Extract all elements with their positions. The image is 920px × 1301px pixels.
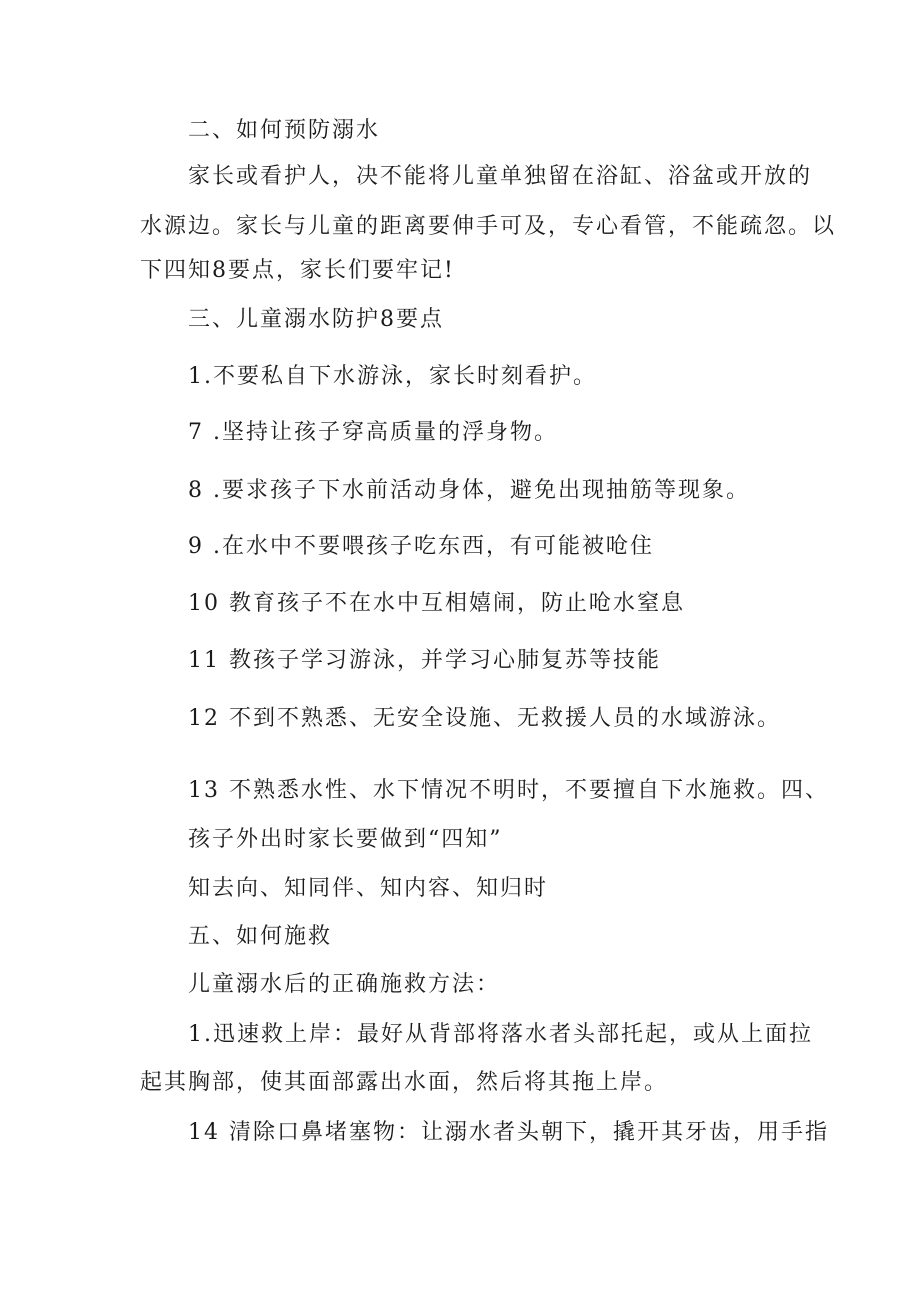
- paragraph-line: 下四知8要点，家长们要牢记!: [140, 258, 455, 283]
- list-item: 11 教孩子学习游泳，并学习心肺复苏等技能: [188, 648, 661, 673]
- list-item: 7 .坚持让孩子穿高质量的浮身物。: [188, 420, 558, 445]
- section-heading-prevention: 二、如何预防溺水: [188, 118, 381, 143]
- list-item: 10 教育孩子不在水中互相嬉闹，防止呛水窒息: [188, 591, 685, 616]
- list-item: 14 清除口鼻堵塞物：让溺水者头朝下，撬开其牙齿，用手指: [188, 1120, 829, 1145]
- list-item: 1.不要私自下水游泳，家长时刻看护。: [188, 364, 597, 389]
- paragraph-line: 起其胸部，使其面部露出水面，然后将其拖上岸。: [140, 1070, 669, 1095]
- paragraph-line: 儿童溺水后的正确施救方法：: [188, 972, 501, 997]
- section-heading-protection: 三、儿童溺水防护8要点: [188, 307, 444, 332]
- section-heading-rescue: 五、如何施救: [188, 924, 333, 949]
- list-item: 9 .在水中不要喂孩子吃东西，有可能被呛住: [188, 534, 654, 559]
- list-item: 1.迅速救上岸：最好从背部将落水者头部托起，或从上面拉: [188, 1022, 813, 1047]
- list-item: 8 .要求孩子下水前活动身体，避免出现抽筋等现象。: [188, 478, 750, 503]
- section-heading-four-knows: 孩子外出时家长要做到“四知”: [188, 827, 503, 852]
- paragraph-line: 知去向、知同伴、知内容、知归时: [188, 876, 549, 901]
- list-item: 13 不熟悉水性、水下情况不明时，不要擅自下水施救。四、: [188, 778, 829, 803]
- paragraph-line: 水源边。家长与儿童的距离要伸手可及，专心看管，不能疏忽。以: [140, 214, 837, 239]
- paragraph-line: 家长或看护人，决不能将儿童单独留在浴缸、浴盆或开放的: [188, 164, 813, 189]
- list-item: 12 不到不熟悉、无安全设施、无救援人员的水域游泳。: [188, 706, 781, 731]
